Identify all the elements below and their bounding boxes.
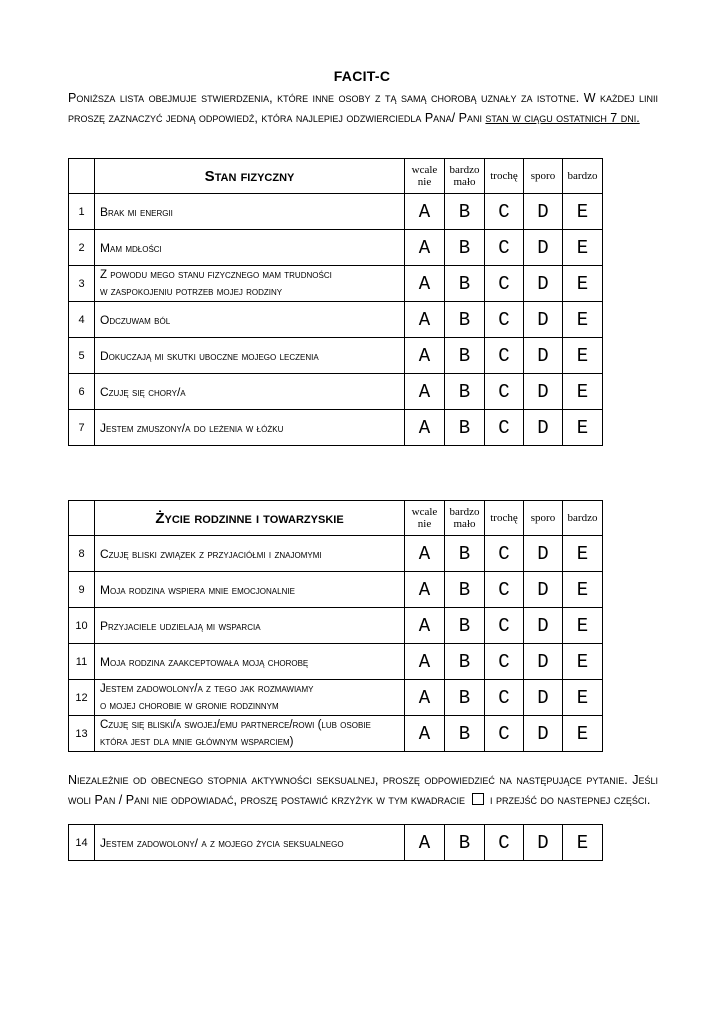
col-header: bardzo mało [445,501,485,536]
option-c[interactable]: C [485,374,524,410]
skip-checkbox[interactable] [472,793,484,805]
option-b[interactable]: B [445,302,485,338]
option-b[interactable]: B [445,338,485,374]
option-b[interactable]: B [445,266,485,302]
intro-line-1: Poniższa lista obejmuje stwierdzenia, które inne osoby z tą samą chorobą uznały za istotne. W każdej linii [68,91,658,105]
option-d[interactable]: D [524,572,563,608]
option-d[interactable]: D [524,608,563,644]
question-row [69,536,603,572]
question-row [69,338,603,374]
option-e[interactable]: E [563,825,603,861]
option-a[interactable]: A [405,644,445,680]
section-title: Życie rodzinne i towarzyskie [95,501,405,536]
question-number: 12 [69,680,95,716]
question-row [69,194,603,230]
option-a[interactable]: A [405,302,445,338]
option-a[interactable]: A [405,338,445,374]
option-b[interactable]: B [445,194,485,230]
question-row [69,572,603,608]
question-text: Jestem zadowolony/ a z mojego życia seksualnego [95,825,405,861]
question-number: 14 [69,825,95,861]
question-text: Czuję się chory/a [95,374,405,410]
question-row [69,410,603,446]
option-a[interactable]: A [405,194,445,230]
question-row [69,644,603,680]
col-header: wcale nie [405,159,445,194]
option-c[interactable]: C [485,572,524,608]
section-title: Stan fizyczny [95,159,405,194]
question-number: 13 [69,716,95,752]
option-e[interactable]: E [563,194,603,230]
option-e[interactable]: E [563,716,603,752]
option-b[interactable]: B [445,716,485,752]
option-a[interactable]: A [405,716,445,752]
option-e[interactable]: E [563,680,603,716]
option-c[interactable]: C [485,825,524,861]
option-a[interactable]: A [405,230,445,266]
option-a[interactable]: A [405,374,445,410]
col-header: bardzo [563,501,603,536]
option-d[interactable]: D [524,680,563,716]
question-row [69,825,603,861]
option-b[interactable]: B [445,644,485,680]
option-c[interactable]: C [485,536,524,572]
option-d[interactable]: D [524,266,563,302]
option-a[interactable]: A [405,825,445,861]
option-b[interactable]: B [445,608,485,644]
option-e[interactable]: E [563,302,603,338]
option-d[interactable]: D [524,410,563,446]
col-header: trochę [485,501,524,536]
question-number: 3 [69,266,95,302]
option-d[interactable]: D [524,644,563,680]
question-text: Jestem zmuszony/a do leżenia w łóżku [95,410,405,446]
option-c[interactable]: C [485,338,524,374]
intro-text [68,88,658,128]
option-d[interactable]: D [524,825,563,861]
question-row [69,374,603,410]
question-text: Brak mi energii [95,194,405,230]
question-text: Mam mdłości [95,230,405,266]
question-number: 9 [69,572,95,608]
question-text: Moja rodzina wspiera mnie emocjonalnie [95,572,405,608]
option-d[interactable]: D [524,338,563,374]
col-header: bardzo [563,159,603,194]
question-number: 4 [69,302,95,338]
question-row [69,680,603,716]
option-a[interactable]: A [405,266,445,302]
option-c[interactable]: C [485,230,524,266]
question-number: 5 [69,338,95,374]
question-number: 2 [69,230,95,266]
option-d[interactable]: D [524,716,563,752]
option-c[interactable]: C [485,680,524,716]
option-b[interactable]: B [445,410,485,446]
col-header: sporo [524,159,563,194]
question-text: Czuję się bliski/a swojej/emu partnerce/rowi (lub osobie która jest dla mnie głównym wsparciem) [95,716,405,752]
option-b[interactable]: B [445,825,485,861]
question-text: Z powodu mego stanu fizycznego mam trudności w zaspokojeniu potrzeb mojej rodziny [95,266,405,302]
col-header: wcale nie [405,501,445,536]
option-b[interactable]: B [445,680,485,716]
option-e[interactable]: E [563,410,603,446]
col-header: sporo [524,501,563,536]
option-c[interactable]: C [485,302,524,338]
question-row [69,302,603,338]
option-d[interactable]: D [524,230,563,266]
question-number: 7 [69,410,95,446]
question-text: Dokuczają mi skutki uboczne mojego leczenia [95,338,405,374]
option-e[interactable]: E [563,644,603,680]
option-c[interactable]: C [485,716,524,752]
option-e[interactable]: E [563,266,603,302]
option-a[interactable]: A [405,536,445,572]
question-row [69,230,603,266]
option-e[interactable]: E [563,608,603,644]
option-b[interactable]: B [445,374,485,410]
option-a[interactable]: A [405,572,445,608]
option-c[interactable]: C [485,266,524,302]
question-text: Przyjaciele udzielają mi wsparcia [95,608,405,644]
option-a[interactable]: A [405,410,445,446]
section-social-table [68,500,603,752]
question-row [69,608,603,644]
sexual-question-note: Niezależnie od obecnego stopnia aktywności seksualnej, proszę odpowiedzieć na następujące pytanie. Jeśli woli Pan / Pani nie odpowiadać, proszę postawić krzyżyk w tym kwadracie i przejść do nastepnej części. [68,773,658,807]
question-text: Czuję bliski związek z przyjaciółmi i znajomymi [95,536,405,572]
question-number: 1 [69,194,95,230]
col-header: bardzo mało [445,159,485,194]
section-sexual-table [68,824,603,861]
option-d[interactable]: D [524,302,563,338]
question-text: Moja rodzina zaakceptowała moją chorobę [95,644,405,680]
option-c[interactable]: C [485,608,524,644]
question-number: 8 [69,536,95,572]
section-physical-table [68,158,603,446]
option-b[interactable]: B [445,572,485,608]
question-text: Jestem zadowolony/a z tego jak rozmawiamy o mojej chorobie w gronie rodzinnym [95,680,405,716]
option-d[interactable]: D [524,374,563,410]
option-c[interactable]: C [485,644,524,680]
option-d[interactable]: D [524,536,563,572]
option-e[interactable]: E [563,536,603,572]
question-row [69,716,603,752]
option-e[interactable]: E [563,230,603,266]
option-e[interactable]: E [563,572,603,608]
form-title: FACIT-C [333,68,391,84]
question-number: 6 [69,374,95,410]
option-e[interactable]: E [563,374,603,410]
option-b[interactable]: B [445,536,485,572]
option-a[interactable]: A [405,608,445,644]
option-c[interactable]: C [485,410,524,446]
question-row [69,266,603,302]
option-d[interactable]: D [524,194,563,230]
option-b[interactable]: B [445,230,485,266]
option-c[interactable]: C [485,194,524,230]
intro-line-2: proszę zaznaczyć jedną odpowiedź, która najlepiej odzwierciedla Pana/ Pani stan w ciągu ostatnich 7 dni. [68,111,640,125]
option-e[interactable]: E [563,338,603,374]
question-number: 10 [69,608,95,644]
col-header: trochę [485,159,524,194]
question-number: 11 [69,644,95,680]
question-text: Odczuwam ból [95,302,405,338]
option-a[interactable]: A [405,680,445,716]
